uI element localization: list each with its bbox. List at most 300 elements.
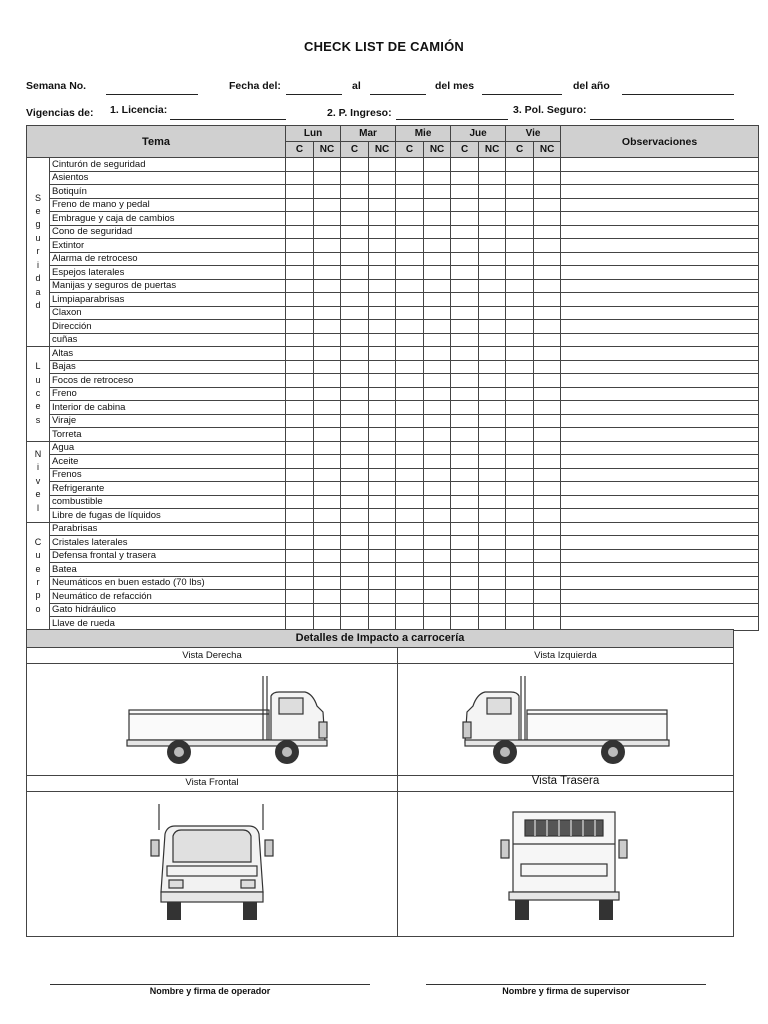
nc-checkbox[interactable] [534, 212, 561, 226]
c-checkbox[interactable] [396, 468, 424, 482]
nc-checkbox[interactable] [369, 266, 396, 280]
c-checkbox[interactable] [506, 468, 534, 482]
nc-checkbox[interactable] [314, 563, 341, 577]
c-checkbox[interactable] [451, 306, 479, 320]
c-checkbox[interactable] [341, 414, 369, 428]
c-checkbox[interactable] [506, 320, 534, 334]
c-checkbox[interactable] [286, 522, 314, 536]
c-checkbox[interactable] [341, 212, 369, 226]
nc-checkbox[interactable] [479, 279, 506, 293]
nc-checkbox[interactable] [479, 360, 506, 374]
observaciones-cell[interactable] [561, 347, 759, 361]
observaciones-cell[interactable] [561, 401, 759, 415]
nc-checkbox[interactable] [424, 212, 451, 226]
c-checkbox[interactable] [396, 320, 424, 334]
nc-checkbox[interactable] [314, 495, 341, 509]
observaciones-cell[interactable] [561, 333, 759, 347]
c-checkbox[interactable] [396, 333, 424, 347]
c-checkbox[interactable] [341, 347, 369, 361]
c-checkbox[interactable] [396, 522, 424, 536]
nc-checkbox[interactable] [369, 374, 396, 388]
nc-checkbox[interactable] [369, 198, 396, 212]
observaciones-cell[interactable] [561, 617, 759, 631]
c-checkbox[interactable] [396, 482, 424, 496]
c-checkbox[interactable] [286, 347, 314, 361]
c-checkbox[interactable] [286, 387, 314, 401]
nc-checkbox[interactable] [534, 252, 561, 266]
seguro-field[interactable] [590, 119, 734, 120]
observaciones-cell[interactable] [561, 266, 759, 280]
c-checkbox[interactable] [341, 536, 369, 550]
observaciones-cell[interactable] [561, 198, 759, 212]
c-checkbox[interactable] [506, 306, 534, 320]
nc-checkbox[interactable] [534, 428, 561, 442]
c-checkbox[interactable] [396, 509, 424, 523]
nc-checkbox[interactable] [369, 279, 396, 293]
c-checkbox[interactable] [451, 482, 479, 496]
c-checkbox[interactable] [451, 468, 479, 482]
observaciones-cell[interactable] [561, 603, 759, 617]
c-checkbox[interactable] [451, 509, 479, 523]
nc-checkbox[interactable] [369, 252, 396, 266]
nc-checkbox[interactable] [479, 522, 506, 536]
c-checkbox[interactable] [286, 374, 314, 388]
nc-checkbox[interactable] [369, 414, 396, 428]
nc-checkbox[interactable] [314, 306, 341, 320]
nc-checkbox[interactable] [534, 374, 561, 388]
c-checkbox[interactable] [286, 441, 314, 455]
c-checkbox[interactable] [506, 414, 534, 428]
nc-checkbox[interactable] [534, 455, 561, 469]
nc-checkbox[interactable] [534, 495, 561, 509]
nc-checkbox[interactable] [314, 266, 341, 280]
nc-checkbox[interactable] [534, 563, 561, 577]
nc-checkbox[interactable] [534, 266, 561, 280]
nc-checkbox[interactable] [369, 401, 396, 415]
c-checkbox[interactable] [396, 360, 424, 374]
observaciones-cell[interactable] [561, 522, 759, 536]
c-checkbox[interactable] [286, 549, 314, 563]
c-checkbox[interactable] [286, 617, 314, 631]
nc-checkbox[interactable] [534, 576, 561, 590]
observaciones-cell[interactable] [561, 536, 759, 550]
observaciones-cell[interactable] [561, 414, 759, 428]
nc-checkbox[interactable] [534, 320, 561, 334]
nc-checkbox[interactable] [314, 198, 341, 212]
nc-checkbox[interactable] [534, 441, 561, 455]
nc-checkbox[interactable] [534, 225, 561, 239]
nc-checkbox[interactable] [369, 549, 396, 563]
c-checkbox[interactable] [506, 563, 534, 577]
c-checkbox[interactable] [396, 603, 424, 617]
c-checkbox[interactable] [341, 387, 369, 401]
nc-checkbox[interactable] [314, 468, 341, 482]
nc-checkbox[interactable] [369, 185, 396, 199]
c-checkbox[interactable] [506, 266, 534, 280]
nc-checkbox[interactable] [534, 603, 561, 617]
nc-checkbox[interactable] [369, 468, 396, 482]
c-checkbox[interactable] [451, 279, 479, 293]
c-checkbox[interactable] [286, 482, 314, 496]
nc-checkbox[interactable] [314, 455, 341, 469]
nc-checkbox[interactable] [479, 306, 506, 320]
nc-checkbox[interactable] [479, 198, 506, 212]
nc-checkbox[interactable] [369, 387, 396, 401]
nc-checkbox[interactable] [424, 266, 451, 280]
c-checkbox[interactable] [341, 563, 369, 577]
nc-checkbox[interactable] [479, 374, 506, 388]
c-checkbox[interactable] [451, 603, 479, 617]
nc-checkbox[interactable] [314, 360, 341, 374]
c-checkbox[interactable] [341, 266, 369, 280]
c-checkbox[interactable] [451, 576, 479, 590]
nc-checkbox[interactable] [479, 563, 506, 577]
c-checkbox[interactable] [286, 590, 314, 604]
c-checkbox[interactable] [286, 495, 314, 509]
c-checkbox[interactable] [286, 428, 314, 442]
nc-checkbox[interactable] [369, 576, 396, 590]
c-checkbox[interactable] [396, 617, 424, 631]
c-checkbox[interactable] [286, 252, 314, 266]
c-checkbox[interactable] [286, 536, 314, 550]
c-checkbox[interactable] [286, 414, 314, 428]
c-checkbox[interactable] [506, 576, 534, 590]
nc-checkbox[interactable] [424, 320, 451, 334]
observaciones-cell[interactable] [561, 158, 759, 172]
c-checkbox[interactable] [451, 158, 479, 172]
c-checkbox[interactable] [341, 320, 369, 334]
c-checkbox[interactable] [451, 549, 479, 563]
nc-checkbox[interactable] [424, 387, 451, 401]
nc-checkbox[interactable] [479, 347, 506, 361]
c-checkbox[interactable] [506, 185, 534, 199]
c-checkbox[interactable] [341, 590, 369, 604]
c-checkbox[interactable] [341, 239, 369, 253]
c-checkbox[interactable] [506, 171, 534, 185]
nc-checkbox[interactable] [369, 158, 396, 172]
nc-checkbox[interactable] [479, 185, 506, 199]
c-checkbox[interactable] [451, 360, 479, 374]
c-checkbox[interactable] [341, 333, 369, 347]
nc-checkbox[interactable] [369, 495, 396, 509]
nc-checkbox[interactable] [314, 428, 341, 442]
c-checkbox[interactable] [341, 441, 369, 455]
c-checkbox[interactable] [451, 414, 479, 428]
c-checkbox[interactable] [451, 171, 479, 185]
nc-checkbox[interactable] [479, 455, 506, 469]
nc-checkbox[interactable] [534, 306, 561, 320]
nc-checkbox[interactable] [314, 252, 341, 266]
nc-checkbox[interactable] [369, 225, 396, 239]
nc-checkbox[interactable] [369, 293, 396, 307]
nc-checkbox[interactable] [534, 360, 561, 374]
c-checkbox[interactable] [286, 212, 314, 226]
c-checkbox[interactable] [396, 185, 424, 199]
nc-checkbox[interactable] [314, 158, 341, 172]
operator-signature-line[interactable] [50, 984, 370, 985]
observaciones-cell[interactable] [561, 563, 759, 577]
nc-checkbox[interactable] [424, 468, 451, 482]
nc-checkbox[interactable] [369, 171, 396, 185]
c-checkbox[interactable] [451, 428, 479, 442]
c-checkbox[interactable] [506, 212, 534, 226]
supervisor-signature-line[interactable] [426, 984, 706, 985]
nc-checkbox[interactable] [314, 387, 341, 401]
nc-checkbox[interactable] [424, 509, 451, 523]
c-checkbox[interactable] [341, 279, 369, 293]
c-checkbox[interactable] [506, 293, 534, 307]
nc-checkbox[interactable] [534, 171, 561, 185]
nc-checkbox[interactable] [369, 333, 396, 347]
c-checkbox[interactable] [506, 495, 534, 509]
nc-checkbox[interactable] [534, 347, 561, 361]
c-checkbox[interactable] [286, 266, 314, 280]
nc-checkbox[interactable] [534, 185, 561, 199]
c-checkbox[interactable] [286, 576, 314, 590]
truck-right-view-icon[interactable] [125, 672, 335, 768]
c-checkbox[interactable] [506, 347, 534, 361]
c-checkbox[interactable] [286, 455, 314, 469]
nc-checkbox[interactable] [534, 468, 561, 482]
c-checkbox[interactable] [286, 185, 314, 199]
nc-checkbox[interactable] [369, 360, 396, 374]
c-checkbox[interactable] [341, 198, 369, 212]
c-checkbox[interactable] [396, 563, 424, 577]
c-checkbox[interactable] [451, 590, 479, 604]
truck-front-view-icon[interactable] [145, 800, 281, 924]
c-checkbox[interactable] [341, 252, 369, 266]
c-checkbox[interactable] [341, 293, 369, 307]
truck-left-view-icon[interactable] [461, 672, 671, 768]
nc-checkbox[interactable] [534, 158, 561, 172]
c-checkbox[interactable] [451, 266, 479, 280]
nc-checkbox[interactable] [479, 171, 506, 185]
c-checkbox[interactable] [451, 185, 479, 199]
nc-checkbox[interactable] [479, 333, 506, 347]
c-checkbox[interactable] [286, 509, 314, 523]
c-checkbox[interactable] [451, 495, 479, 509]
nc-checkbox[interactable] [534, 536, 561, 550]
nc-checkbox[interactable] [479, 387, 506, 401]
c-checkbox[interactable] [286, 293, 314, 307]
c-checkbox[interactable] [396, 293, 424, 307]
c-checkbox[interactable] [341, 185, 369, 199]
nc-checkbox[interactable] [534, 198, 561, 212]
c-checkbox[interactable] [451, 401, 479, 415]
observaciones-cell[interactable] [561, 495, 759, 509]
c-checkbox[interactable] [451, 252, 479, 266]
nc-checkbox[interactable] [479, 509, 506, 523]
c-checkbox[interactable] [506, 603, 534, 617]
anio-field[interactable] [622, 94, 734, 95]
c-checkbox[interactable] [396, 576, 424, 590]
c-checkbox[interactable] [506, 509, 534, 523]
nc-checkbox[interactable] [369, 455, 396, 469]
nc-checkbox[interactable] [534, 549, 561, 563]
nc-checkbox[interactable] [314, 171, 341, 185]
nc-checkbox[interactable] [314, 293, 341, 307]
c-checkbox[interactable] [506, 279, 534, 293]
c-checkbox[interactable] [396, 212, 424, 226]
c-checkbox[interactable] [396, 266, 424, 280]
c-checkbox[interactable] [286, 360, 314, 374]
nc-checkbox[interactable] [314, 401, 341, 415]
nc-checkbox[interactable] [424, 482, 451, 496]
c-checkbox[interactable] [286, 603, 314, 617]
c-checkbox[interactable] [286, 468, 314, 482]
nc-checkbox[interactable] [479, 576, 506, 590]
nc-checkbox[interactable] [424, 198, 451, 212]
c-checkbox[interactable] [506, 617, 534, 631]
nc-checkbox[interactable] [424, 536, 451, 550]
observaciones-cell[interactable] [561, 509, 759, 523]
c-checkbox[interactable] [451, 198, 479, 212]
c-checkbox[interactable] [341, 171, 369, 185]
c-checkbox[interactable] [396, 171, 424, 185]
c-checkbox[interactable] [451, 522, 479, 536]
nc-checkbox[interactable] [369, 603, 396, 617]
c-checkbox[interactable] [506, 198, 534, 212]
c-checkbox[interactable] [341, 306, 369, 320]
nc-checkbox[interactable] [369, 320, 396, 334]
nc-checkbox[interactable] [424, 185, 451, 199]
c-checkbox[interactable] [396, 441, 424, 455]
nc-checkbox[interactable] [314, 603, 341, 617]
nc-checkbox[interactable] [479, 428, 506, 442]
nc-checkbox[interactable] [314, 522, 341, 536]
nc-checkbox[interactable] [424, 225, 451, 239]
c-checkbox[interactable] [396, 198, 424, 212]
observaciones-cell[interactable] [561, 468, 759, 482]
c-checkbox[interactable] [396, 158, 424, 172]
c-checkbox[interactable] [506, 252, 534, 266]
c-checkbox[interactable] [341, 549, 369, 563]
truck-rear-view-icon[interactable] [497, 806, 631, 924]
c-checkbox[interactable] [396, 414, 424, 428]
c-checkbox[interactable] [451, 441, 479, 455]
c-checkbox[interactable] [341, 468, 369, 482]
c-checkbox[interactable] [341, 522, 369, 536]
nc-checkbox[interactable] [479, 414, 506, 428]
c-checkbox[interactable] [506, 428, 534, 442]
nc-checkbox[interactable] [479, 617, 506, 631]
nc-checkbox[interactable] [424, 252, 451, 266]
c-checkbox[interactable] [396, 279, 424, 293]
c-checkbox[interactable] [286, 401, 314, 415]
nc-checkbox[interactable] [479, 158, 506, 172]
nc-checkbox[interactable] [369, 617, 396, 631]
nc-checkbox[interactable] [534, 333, 561, 347]
observaciones-cell[interactable] [561, 549, 759, 563]
c-checkbox[interactable] [396, 401, 424, 415]
nc-checkbox[interactable] [479, 468, 506, 482]
c-checkbox[interactable] [396, 428, 424, 442]
c-checkbox[interactable] [506, 536, 534, 550]
nc-checkbox[interactable] [314, 374, 341, 388]
nc-checkbox[interactable] [479, 549, 506, 563]
nc-checkbox[interactable] [314, 441, 341, 455]
nc-checkbox[interactable] [314, 549, 341, 563]
nc-checkbox[interactable] [479, 536, 506, 550]
observaciones-cell[interactable] [561, 590, 759, 604]
licencia-field[interactable] [170, 119, 286, 120]
nc-checkbox[interactable] [534, 590, 561, 604]
nc-checkbox[interactable] [424, 455, 451, 469]
observaciones-cell[interactable] [561, 374, 759, 388]
nc-checkbox[interactable] [534, 414, 561, 428]
nc-checkbox[interactable] [314, 509, 341, 523]
nc-checkbox[interactable] [369, 509, 396, 523]
c-checkbox[interactable] [396, 590, 424, 604]
nc-checkbox[interactable] [424, 158, 451, 172]
c-checkbox[interactable] [396, 225, 424, 239]
nc-checkbox[interactable] [534, 509, 561, 523]
c-checkbox[interactable] [341, 509, 369, 523]
c-checkbox[interactable] [451, 455, 479, 469]
nc-checkbox[interactable] [479, 495, 506, 509]
c-checkbox[interactable] [506, 549, 534, 563]
observaciones-cell[interactable] [561, 171, 759, 185]
c-checkbox[interactable] [506, 239, 534, 253]
nc-checkbox[interactable] [534, 293, 561, 307]
c-checkbox[interactable] [451, 536, 479, 550]
nc-checkbox[interactable] [479, 320, 506, 334]
c-checkbox[interactable] [451, 347, 479, 361]
nc-checkbox[interactable] [424, 590, 451, 604]
fecha-del-field[interactable] [286, 94, 342, 95]
observaciones-cell[interactable] [561, 239, 759, 253]
c-checkbox[interactable] [286, 563, 314, 577]
c-checkbox[interactable] [286, 158, 314, 172]
nc-checkbox[interactable] [479, 293, 506, 307]
c-checkbox[interactable] [341, 360, 369, 374]
c-checkbox[interactable] [506, 590, 534, 604]
c-checkbox[interactable] [286, 239, 314, 253]
c-checkbox[interactable] [506, 401, 534, 415]
nc-checkbox[interactable] [314, 414, 341, 428]
observaciones-cell[interactable] [561, 185, 759, 199]
nc-checkbox[interactable] [369, 347, 396, 361]
nc-checkbox[interactable] [314, 333, 341, 347]
c-checkbox[interactable] [341, 576, 369, 590]
nc-checkbox[interactable] [424, 414, 451, 428]
observaciones-cell[interactable] [561, 293, 759, 307]
nc-checkbox[interactable] [369, 563, 396, 577]
c-checkbox[interactable] [506, 387, 534, 401]
nc-checkbox[interactable] [314, 590, 341, 604]
nc-checkbox[interactable] [479, 603, 506, 617]
nc-checkbox[interactable] [369, 441, 396, 455]
c-checkbox[interactable] [341, 455, 369, 469]
observaciones-cell[interactable] [561, 225, 759, 239]
nc-checkbox[interactable] [314, 536, 341, 550]
observaciones-cell[interactable] [561, 279, 759, 293]
observaciones-cell[interactable] [561, 482, 759, 496]
c-checkbox[interactable] [451, 320, 479, 334]
nc-checkbox[interactable] [314, 185, 341, 199]
observaciones-cell[interactable] [561, 455, 759, 469]
c-checkbox[interactable] [341, 428, 369, 442]
semana-field[interactable] [106, 94, 198, 95]
nc-checkbox[interactable] [314, 239, 341, 253]
nc-checkbox[interactable] [369, 212, 396, 226]
c-checkbox[interactable] [396, 347, 424, 361]
nc-checkbox[interactable] [314, 347, 341, 361]
c-checkbox[interactable] [396, 455, 424, 469]
c-checkbox[interactable] [506, 522, 534, 536]
nc-checkbox[interactable] [534, 522, 561, 536]
c-checkbox[interactable] [341, 482, 369, 496]
